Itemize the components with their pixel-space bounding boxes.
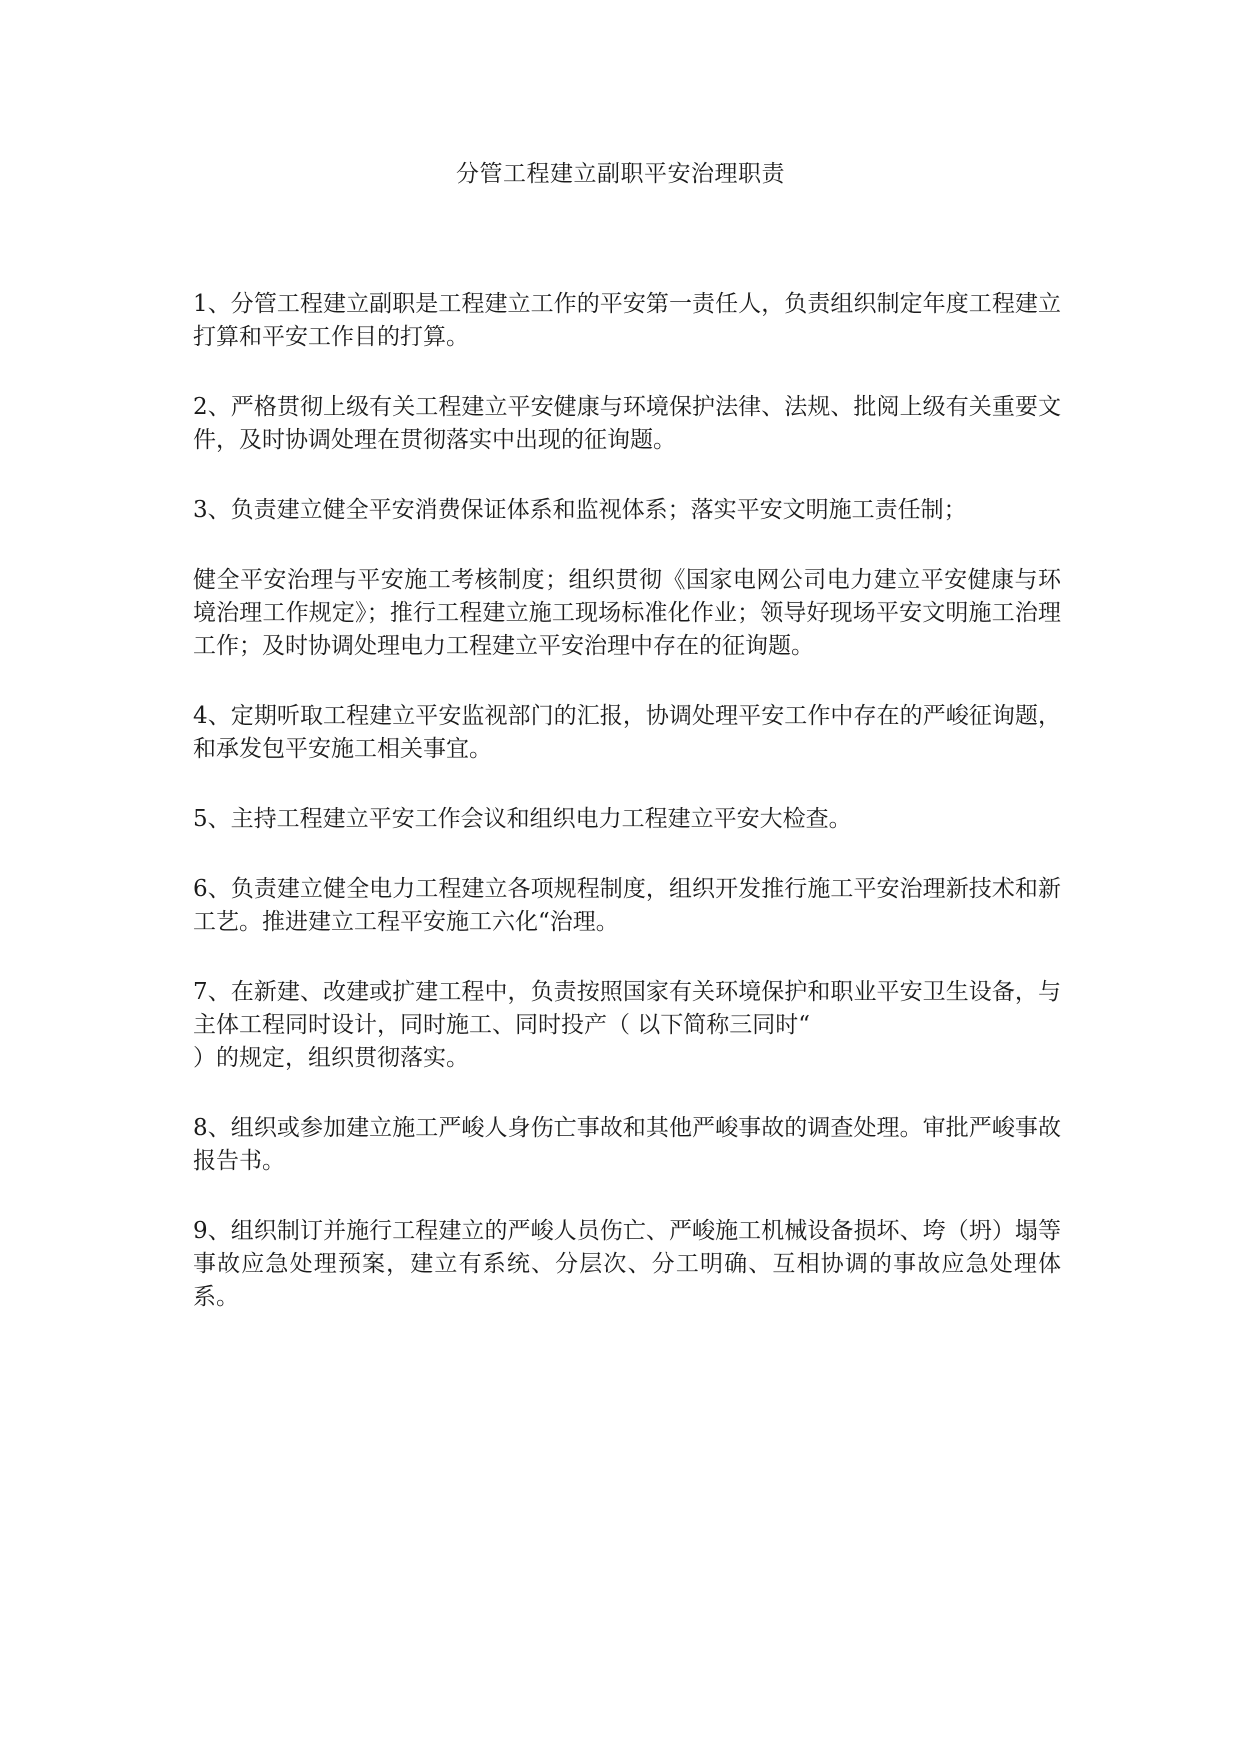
paragraph-3-continued: 健全平安治理与平安施工考核制度；组织贯彻《国家电网公司电力建立平安健康与环境治理工作规定》；推行工程建立施工现场标准化作业；领导好现场平安文明施工治理工作；及时协调处理电力工程建立平安治理中存在的征询题。: [193, 567, 1061, 659]
paragraph-6: 6、负责建立健全电力工程建立各项规程制度，组织开发推行施工平安治理新技术和新工艺。推进建立工程平安施工六化“治理。: [193, 876, 1061, 935]
paragraph-7: 7、在新建、改建或扩建工程中，负责按照国家有关环境保护和职业平安卫生设备，与主体工程同时设计，同时施工、同时投产（ 以下简称三同时“ ）的规定，组织贯彻落实。: [193, 979, 1061, 1071]
paragraph-1: 1、分管工程建立副职是工程建立工作的平安第一责任人，负责组织制定年度工程建立打算和平安工作目的打算。: [193, 291, 1061, 350]
paragraph-4: 4、定期听取工程建立平安监视部门的汇报，协调处理平安工作中存在的严峻征询题，和承发包平安施工相关事宜。: [193, 703, 1061, 762]
paragraph-2: 2、严格贯彻上级有关工程建立平安健康与环境保护法律、法规、批阅上级有关重要文件，及时协调处理在贯彻落实中出现的征询题。: [193, 394, 1061, 453]
document-title: 分管工程建立副职平安治理职责: [456, 161, 785, 187]
paragraph-9: 9、组织制订并施行工程建立的严峻人员伤亡、严峻施工机械设备损坏、垮（坍）塌等事故应急处理预案，建立有系统、分层次、分工明确、互相协调的事故应急处理体系。: [193, 1218, 1061, 1310]
document-body: [193, 288, 1061, 1351]
paragraph-5: 5、主持工程建立平安工作会议和组织电力工程建立平安大检查。: [193, 806, 852, 832]
paragraph-3: 3、负责建立健全平安消费保证体系和监视体系；落实平安文明施工责任制；: [193, 497, 967, 523]
paragraph-8: 8、组织或参加建立施工严峻人身伤亡事故和其他严峻事故的调查处理。审批严峻事故报告书。: [193, 1115, 1061, 1174]
